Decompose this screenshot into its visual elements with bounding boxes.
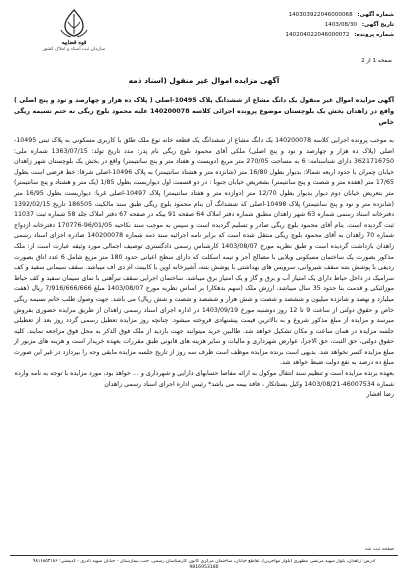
announcement-date-row (285, 20, 394, 30)
announcement-number-row (285, 10, 394, 20)
announcement-date-value: 1403/08/30 (324, 22, 357, 28)
page-count: صفحه 1 از 2 (361, 58, 392, 64)
file-number-label: شماره پرونده: (354, 32, 394, 38)
body-paragraph: به موجب پرونده اجرایی کلاسه 140200078 یک دانگ مشاع از ششدانگ یک قطعه خانه نوع ملک طلق با کاربری مسکونی به پلاک ثبتی 10495-اصلی (پلاک ده هزار و چهارصد و نود و پنج اصلی) ملکی آقای محمود بلوچ ریگی نام پدر: مدد تاریخ تولد: 1363/07/15 شماره ملی: 3621716750 دارای شناسنامه: 6 به مساحت 270/05 متر مربع (دویست و هفتاد متر و پنج سانتیمتر) واقع در بخش یک بلوچستان شهر زاهدان خیابان چمران با حدود اربعه شمالا: بدیوار بطول 16/80 متر (شانزده متر و هشتاد سانتیمتر) به پلاک 10496-اصلی شرقا: خط فرضی است بطول 17/65 متر (هفده متر و شصت و پنج سانتیمتر) بشعریض خیابان جنوبا : در دو قسمت اول دیواریست بطول 1/85 (یک متر و هشتاد و پنج سانتیمتر) متر بتعریض خیابان دوم دیوار بدیوار بطول 12/70 متر (دوازده متر و هفتاد سانتیمتر) پلاک 10497-اصلی غربا: دیواریست بطول 16/95 متر (شانزده متر و نود و پنج سانتیمتر) پلاک 10498-اصلی که ششدانگ آن بنام محمود بلوچ ریگی طبق سند مالکیت 186505 تاریخ 1392/02/15 دفترخانه اسناد رسمی شماره 63 شهر زاهدان مطبق شماره دفتر املاک 64 صفحه 91 بیکه در صفحه 67 دفتر املاک جلد 58 شماره ثبت 11037 ثبت گردیده است. بنام آقای محمود بلوچ ریگی صادر و تسلیم گردیده است و سپس به موجب سند نکاحیه 96/01/05-170776 دفترخانه ازدواج شماره 70 زاهدان به آقای محمود بلوچ ریگی منتقل شده است که برابر نامه اجرائیه سند ذمه شماره 140200078 صادره اجرای اسناد رسمی زاهدان بازداشت گردیده است و طبق نظریه مورخ 1403/08/07 کارشناس رسمی دادگستری توصیف اجمالی مورد وثیقه عبارت است از: ملک مذکور بصورت یک ساختمان مسکونی ویلایی با مصالح آجر و نیمه اسکلت که دارای سطح اعیانی حدود 180 متر مربع شامل 6 عدد اتاق بصورت ردیفی با پوشش بتنه سقف شیروانی، سرویس های بهداشتی با پوشش بتنه، آشپزخانه اوپن با کابینت ام دی اف میباشد. سقف سیمانی سفید و کف سرامیک در داخل حیاط دارای یک امتیاز آب و برق و گاز و یک امتیاز برق میباشد. ساختمان اجرایی سقف تیرآهنی با نمای سیمان سفید و کف حیاط موزائیکی و قدمت بنا حدود 35 سال میباشد. ارزش ملک (سهم بدهکار) بر اساس نظریه مورخ 1403/08/07 مبلغ 7/916/666/666 ریال (هفت میلیارد و نهصد و شانزده میلیون و ششصد و شصت و شش هزار و ششصد و شصت و شش ریال) می باشد. جهت وصول طلب خانم نسیمه ریگی خاص و حقوق دولتی از ساعت 9 تا 12 روز دوشنبه مورخ 1403/09/19 در اداره اجرای اسناد رسمی زاهدان از طریق مزایده حضوری بفروش میرسد و مزایده از مبلغ مذکور شروع و به بالاترین قیمت پیشنهادی فروخته میشود. چنانچه روز مزایده تعطیل رسمی گردد روز بعد از تعطیلی جلسه مزایده در همان ساعت و مکان تشکیل خواهد شد. طالبین خرید میتوانند جهت بازدید از ملک فوق الذکر به محل فوق مراجعه نمایند. کلیه حقوق دولتی، حق الثبت، حق الاجرا، عوارض شهرداری و مالیات و سایر هزینه های قانونی طبق مقررات بعهده خریدار است و هزینه های مزبور از مبلغ مزایده کسر نخواهد شد. بدیهی است برنده مزایده موظف است ظرف سه روز از تاریخ جلسه مزایده مابقی وجه را بپردازد در غیر این صورت مبلغ ده درصد به نفع دولت ضبط خواهد شد. (14, 137, 395, 367)
signature-block (14, 369, 394, 401)
announcement-metadata (285, 10, 394, 40)
announcement-date-label: تاریخ آگهی: (361, 22, 394, 28)
emblem-icon (57, 8, 91, 38)
intro-paragraph: آگهی مزایده اموال غیر منقول یک دانگ مشاع از ششدانگ پلاک 10495-اصلی ( پلاک ده هزار و چهارصد و نود و پنج اصلی ) واقع در زاهدان بخش یک بلوچستان موضوع پرونده اجرائی کلاسه 140200078 علیه محمود بلوچ ریگی نه ختم نسیمه ریگی خاص (14, 97, 395, 126)
document-footer (10, 547, 398, 570)
announcement-number-label: شماره آگهی: (357, 12, 394, 18)
file-number-row (285, 30, 394, 40)
document-title: آگهی مزایده اموال غیر منقول (اسناد ذمه (128, 76, 280, 85)
judiciary-emblem (38, 8, 110, 52)
office-address: آدرس: زاهدان، بلوار شهید مرتضی مطهری (بلوار مهاجرین)، تقاطع خیابان، ساختمان مرکزی کانون کارشناسان رسمی، جنب بیمارستان - خیابان شهید نادری - کدپستی: ۹۸۱۶۸۵۳۱۸۶ (32, 559, 376, 564)
emblem-subcaption: سازمان ثبت اسناد و املاک کشور (42, 47, 106, 52)
registration-stamp: صفحه ثبت شد (364, 547, 394, 552)
file-number-value: 140204022046000072 (285, 32, 350, 38)
office-fax: 9816953186 (189, 565, 219, 570)
emblem-caption: قوه قضاییه (61, 40, 87, 46)
closing-paragraph: بعهده برنده مزایده است و تنظیم سند انتقال موکول به ارائه مفاصا حسابهای دارایی و شهرداری و ... خواهد بود، مورد مزایده با توجه به نامه وارده شماره 46007534-1403/08/21 وکیل بستانکار ، فاقد بیمه می باشد* رئیس اداره اجرای اسناد رسمی زاهدان (14, 370, 394, 388)
announcement-number-value: 140303922046000068 (288, 12, 353, 18)
signatory-name: رضا افشار (366, 391, 394, 399)
document-header (10, 6, 398, 70)
